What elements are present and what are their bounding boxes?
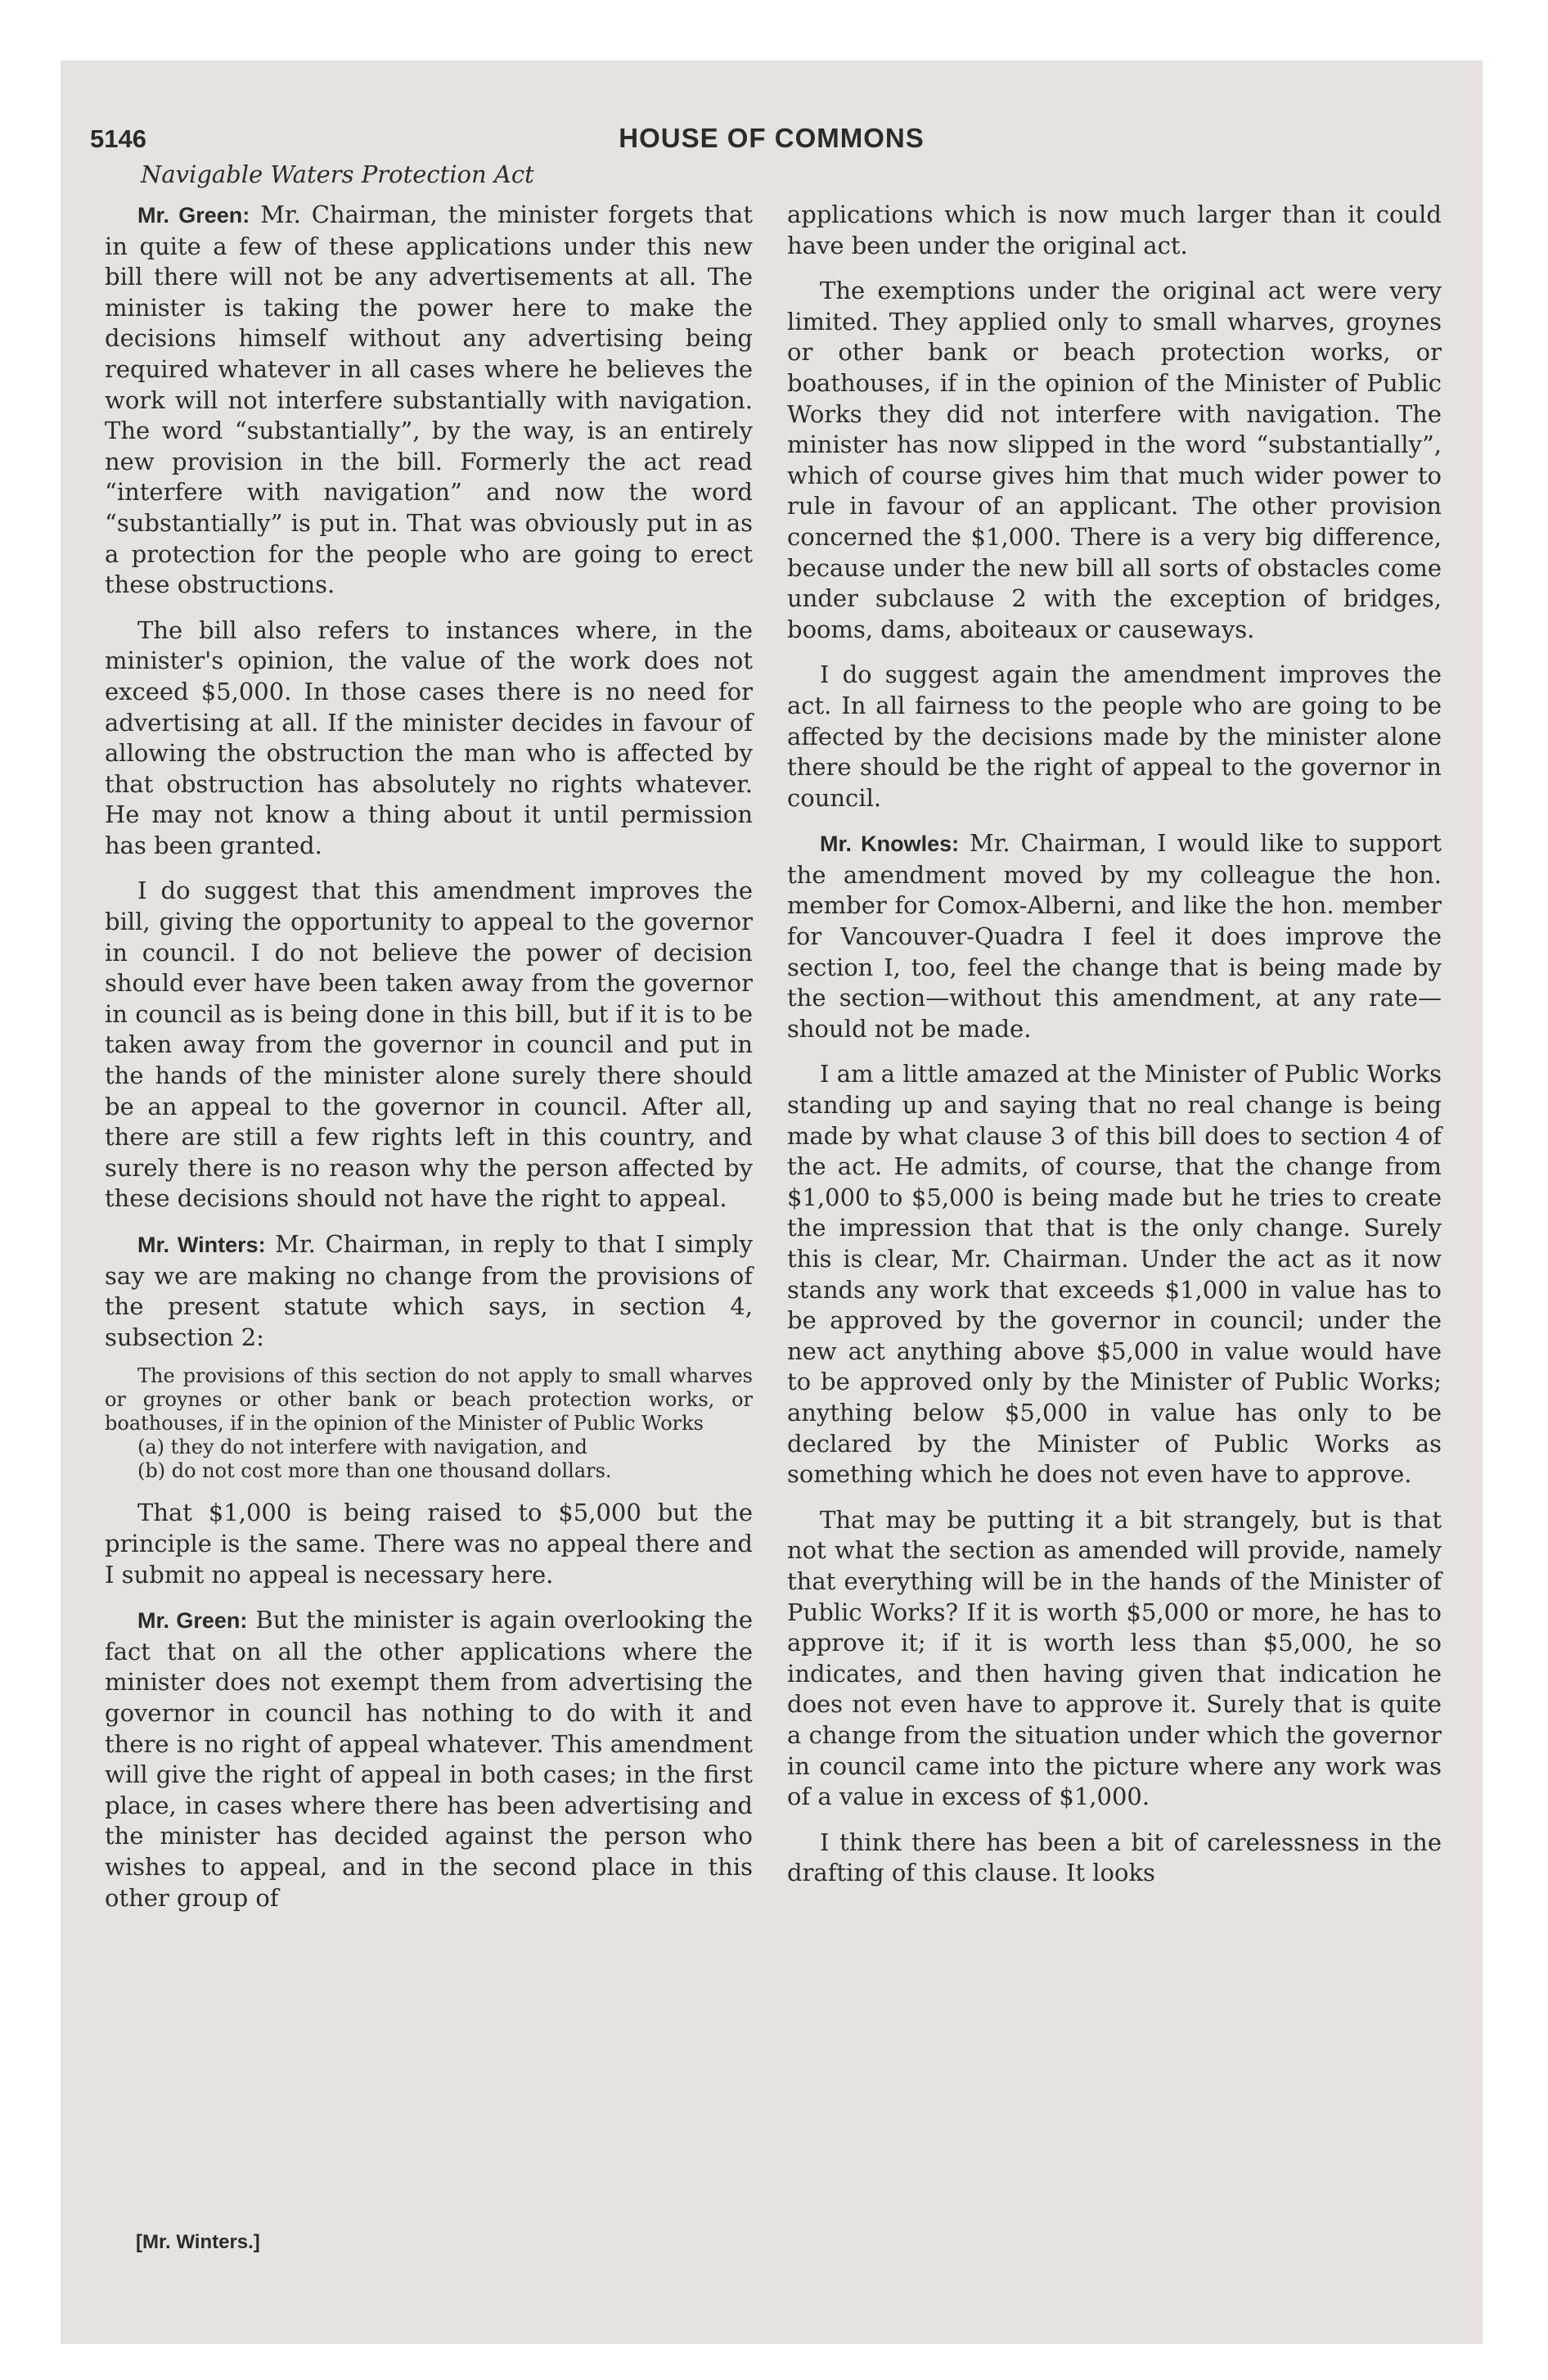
- hansard-page: [61, 61, 1483, 2344]
- quote-text: The provisions of this section do not apply to small wharves or groynes or other bank or beach protection works, or boathouses, if in the opinion of the Minister of Public Works: [105, 1364, 753, 1436]
- paragraph: I do suggest that this amendment improves the bill, giving the opportunity to appeal to the governor in council. I do not believe the power of decision should ever have been taken away from the governor in council as is being done in this bill, but if it is to be taken away from the governor in council and put in the hands of the minister alone surely there should be an appeal to the governor in council. After all, there are still a few rights left in this country, and surely there is no reason why the person affected by these decisions should not have the right to appeal.: [105, 877, 753, 1213]
- speaker-name: Mr. Knowles:: [820, 832, 960, 857]
- left-column: [105, 200, 753, 1928]
- speaker-name: Mr. Green:: [137, 1608, 248, 1634]
- section-title: Navigable Waters Protection Act: [141, 160, 534, 188]
- statute-quote: [105, 1364, 753, 1483]
- paragraph: I am a little amazed at the Minister of Public Works standing up and saying that no real change is being made by what clause 3 of this bill does to section 4 of the act. He admits, of course, that the change from $1,000 to $5,000 is being made but he tries to create the impression that that is the only change. Surely this is clear, Mr. Chairman. Under the act as it now stands any work that exceeds $1,000 in value has to be approved by the governor in council; under the new act anything above $5,000 in value would have to be approved only by the Minister of Public Works; anything below $5,000 in value has only to be declared by the Minister of Public Works as something which he does not even have to approve.: [787, 1060, 1442, 1489]
- paragraph: [787, 828, 1442, 1044]
- right-column: [787, 200, 1442, 1904]
- quote-item: (b) do not cost more than one thousand dollars.: [137, 1459, 612, 1483]
- paragraph: I do suggest again the amendment improves the act. In all fairness to the people who are going to be affected by the decisions made by the minister alone there should be the right of appeal to the governor in council.: [787, 660, 1442, 812]
- paragraph: [105, 1605, 753, 1913]
- footer-speaker-note: [Mr. Winters.]: [136, 2231, 260, 2253]
- speaker-name: Mr. Green:: [137, 203, 250, 228]
- speech-text: But the minister is again overlooking the fact that on all the other applications where the minister does not exempt them from advertising the governor in council has nothing to do with it and there is no right of appeal whatever. This amendment will give the right of appeal in both cases; in the first place, in cases where there has been advertising and the minister has decided against the person who wishes to appeal, and in the second place in this other group of: [105, 1606, 753, 1912]
- paragraph: The bill also refers to instances where, in the minister's opinion, the value of the work does not exceed $5,000. In those cases there is no need for advertising at all. If the minister decides in favour of allowing the obstruction the man who is affected by that obstruction has absolutely no rights whatever. He may not know a thing about it until permission has been granted.: [105, 615, 753, 859]
- paragraph: The exemptions under the original act were very limited. They applied only to small wharves, groynes or other bank or beach protection works, or boathouses, if in the opinion of the Minister of Public Works they did not interfere with navigation. The minister has now slipped in the word “substantially”, which of course gives him that much wider power to rule in favour of an applicant. The other provision concerned the $1,000. There is a very big difference, because under the new bill all sorts of obstacles come under subclause 2 with the exception of bridges, booms, dams, aboiteaux or causeways.: [787, 277, 1442, 643]
- page-number: 5146: [90, 124, 146, 153]
- paragraph: [105, 1229, 753, 1353]
- speech-text: Mr. Chairman, I would like to support the amendment moved by my colleague the hon. member for Comox-Alberni, and like the hon. member for Vancouver-Quadra I feel it does improve the section I, too, feel the change that is being made by the section—without this amendment, at any rate—should not be made.: [787, 829, 1442, 1043]
- paragraph: That $1,000 is being raised to $5,000 but the principle is the same. There was no appeal there and I submit no appeal is necessary here.: [105, 1499, 753, 1589]
- speaker-name: Mr. Winters:: [137, 1233, 266, 1257]
- paragraph: [105, 200, 753, 601]
- paragraph: That may be putting it a bit strangely, but is that not what the section as amended will provide, namely that everything will be in the hands of the Minister of Public Works? If it is worth $5,000 or more, he has to approve it; if it is worth less than $5,000, he so indicates, and then having given that indication he does not even have to approve it. Surely that is quite a change from the situation under which the governor in council came into the picture where any work was of a value in excess of $1,000.: [787, 1505, 1442, 1811]
- paragraph: I think there has been a bit of carelessness in the drafting of this clause. It looks: [787, 1828, 1442, 1887]
- running-head: HOUSE OF COMMONS: [619, 123, 925, 153]
- speech-text: Mr. Chairman, in reply to that I simply say we are making no change from the provisions of the present statute which says, in section 4, subsection 2:: [105, 1230, 754, 1351]
- speech-text: Mr. Chairman, the minister forgets that in quite a few of these applications under this new bill there will not be any advertisements at all. The minister is taking the power here to make the decisions himself without any advertising being required whatever in all cases where he believes the work will not interfere substantially with navigation. The word “substantially”, by the way, is an entirely new provision in the bill. Formerly the act read “interfere with navigation” and now the word “substantially” is put in. That was obviously put in as a protection for the people who are going to erect these obstructions.: [105, 201, 753, 599]
- quote-item: (a) they do not interfere with navigation, and: [137, 1436, 587, 1459]
- paragraph: applications which is now much larger than it could have been under the original act.: [787, 201, 1442, 259]
